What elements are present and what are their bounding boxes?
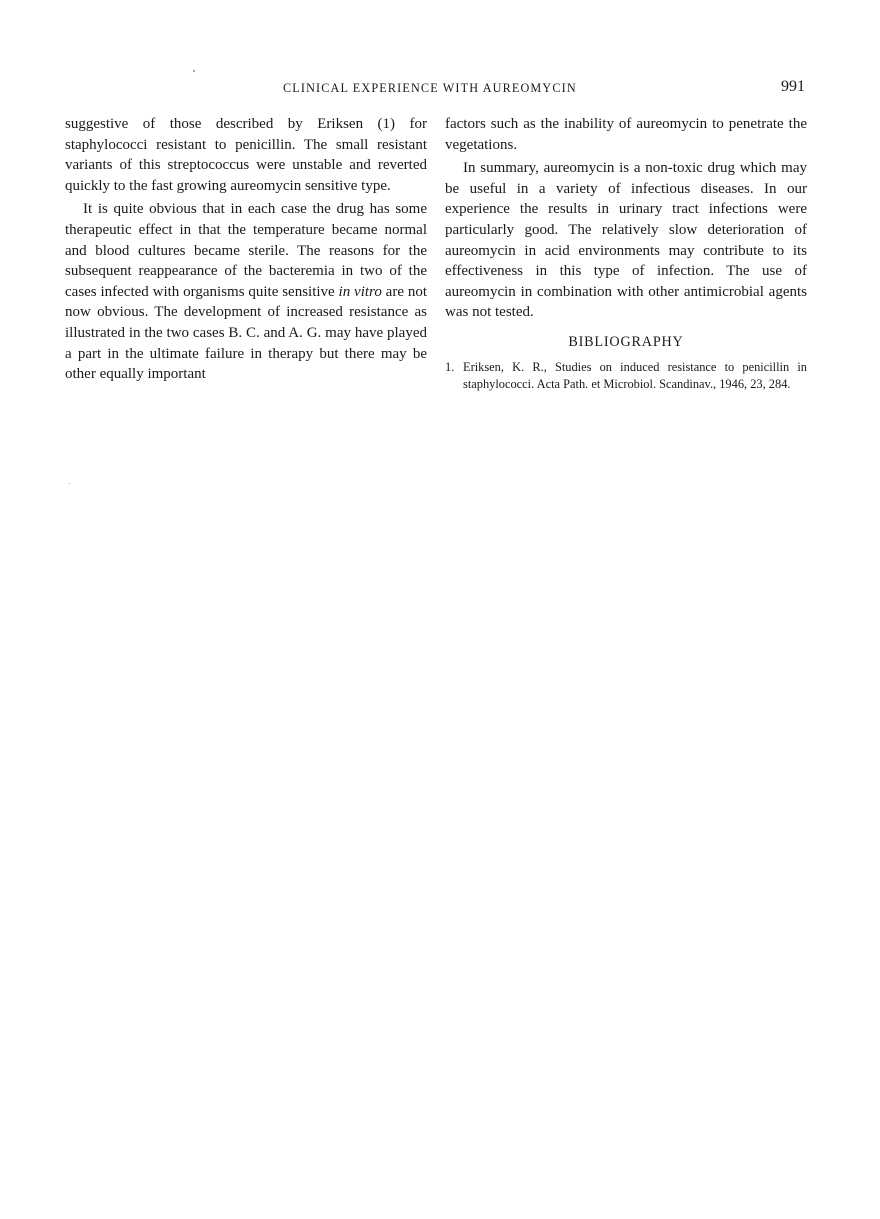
reference-item xyxy=(445,359,807,393)
running-title: CLINICAL EXPERIENCE WITH AUREOMYCIN xyxy=(283,81,577,95)
reference-text: Eriksen, K. R., Studies on induced resistance to penicillin in staphylococci. Acta Path. et Microbiol. Scandinav., 1946, 23, 284. xyxy=(463,359,807,391)
left-paragraph-2-text-b: are not now obvious. The development of increased resistance as illustrated in the two cases B. C. and A. G. may have played a part in the ultimate failure in therapy but there may be other equally important xyxy=(65,283,427,383)
scan-speck xyxy=(69,483,70,484)
reference-number: 1. xyxy=(445,359,455,374)
right-paragraph-2: In summary, aureomycin is a non-toxic drug which may be useful in a variety of infectious diseases. In our experience the results in urinary tract infections were particularly good. The relatively slow deterioration of aureomycin in acid environments may contribute to its effectiveness in this type of infection. The use of aureomycin in combination with other antimicrobial agents was not tested. xyxy=(445,160,807,321)
bibliography-heading: BIBLIOGRAPHY xyxy=(568,333,684,350)
running-head xyxy=(0,78,880,100)
page-number: 991 xyxy=(781,78,805,95)
left-column xyxy=(65,114,427,388)
left-paragraph-2 xyxy=(65,199,427,384)
left-paragraph-2-text-a: It is quite obvious that in each case the drug has some therapeutic effect in that the temperature became normal and blood cultures became sterile. The reasons for the subsequent reappearance of the bacteremia in two of the cases infected with organisms quite sensitive xyxy=(65,201,427,300)
right-column xyxy=(445,114,807,393)
left-paragraph-1: suggestive of those described by Eriksen (1) for staphylococci resistant to penicillin. The small resistant variants of this streptococcus were unstable and reverted quickly to the fast growing aureomycin sensitive type. xyxy=(65,116,427,194)
left-paragraph-2-italic: in vitro xyxy=(338,283,382,300)
right-paragraph-1: factors such as the inability of aureomycin to penetrate the vegetations. xyxy=(445,116,807,153)
scan-speck xyxy=(193,70,195,72)
